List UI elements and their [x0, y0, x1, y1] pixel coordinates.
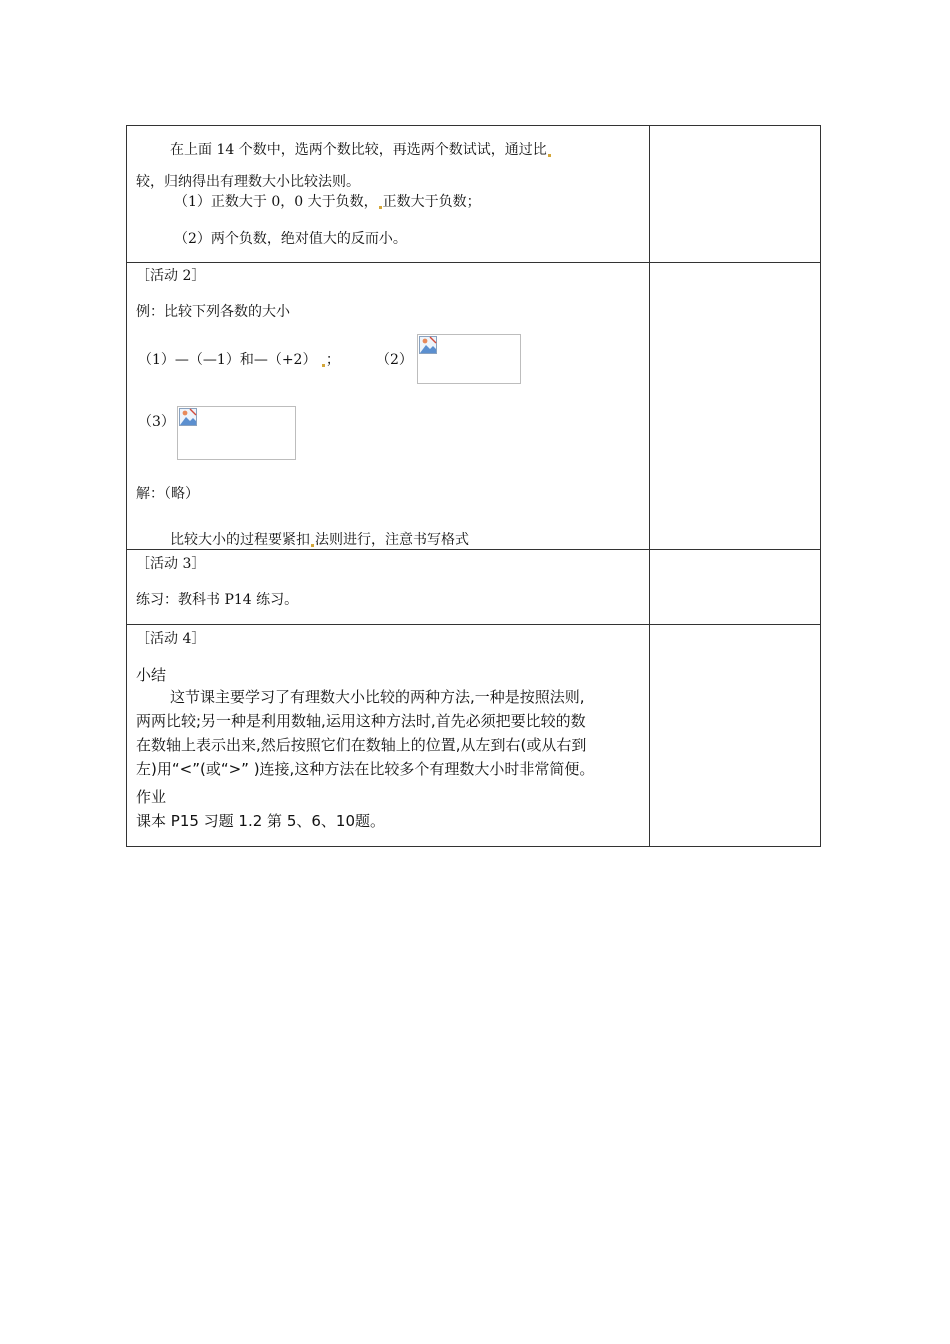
lesson-table: [126, 125, 821, 847]
table-row: [126, 549, 821, 625]
mark-dot: [379, 206, 382, 209]
column-divider: [649, 625, 650, 846]
solution-text: 解：（略）: [136, 486, 199, 502]
column-divider: [649, 126, 650, 262]
example-item-3-label: （3）: [138, 414, 175, 430]
summary-line: 这节课主要学习了有理数大小比较的两种方法,一种是按照法则,: [170, 688, 585, 706]
example-prompt: 例：比较下列各数的大小: [136, 304, 290, 320]
column-divider: [649, 263, 650, 549]
summary-line: 在数轴上表示出来,然后按照它们在数轴上的位置,从左到右(或从右到: [136, 736, 587, 754]
homework-title: 作业: [136, 788, 167, 806]
broken-image-icon: [419, 336, 437, 354]
paragraph-line: 在上面 14 个数中，选两个数比较，再选两个数试试，通过比: [170, 141, 552, 159]
paragraph-line: 较，归纳得出有理数大小比较法则。: [136, 174, 360, 190]
rule-2: （2）两个负数，绝对值大的反而小。: [174, 231, 407, 247]
formula-image: [177, 406, 296, 460]
note-text: 比较大小的过程要紧扣 法则进行，注意书写格式: [170, 532, 469, 548]
example-item-2-label: （2）: [376, 352, 413, 368]
exercise-text: 练习：教科书 P14 练习。: [136, 592, 299, 608]
summary-title: 小结: [136, 666, 167, 684]
table-row: [126, 125, 821, 263]
table-row: [126, 624, 821, 847]
mark-dot: [311, 544, 314, 547]
homework-text: 课本 P15 习题 1.2 第 5、6、10题。: [136, 812, 386, 830]
activity-2-heading: ［活动 2］: [136, 268, 206, 284]
summary-line: 左)用“<”(或“>” )连接,这种方法在比较多个有理数大小时非常简便。: [136, 760, 595, 778]
formula-image: [417, 334, 521, 384]
example-item-1: （1）—（—1）和—（+2） ；: [138, 352, 340, 368]
rule-1: （1）正数大于 0，0 大于负数， 正数大于负数；: [174, 194, 481, 210]
table-row: [126, 262, 821, 550]
mark-dot: [322, 364, 325, 367]
broken-image-icon: [179, 408, 197, 426]
column-divider: [649, 550, 650, 624]
mark-dot: [548, 154, 551, 157]
summary-line: 两两比较;另一种是利用数轴,运用这种方法时,首先必须把要比较的数: [136, 712, 586, 730]
activity-4-heading: ［活动 4］: [136, 631, 206, 647]
activity-3-heading: ［活动 3］: [136, 556, 206, 572]
